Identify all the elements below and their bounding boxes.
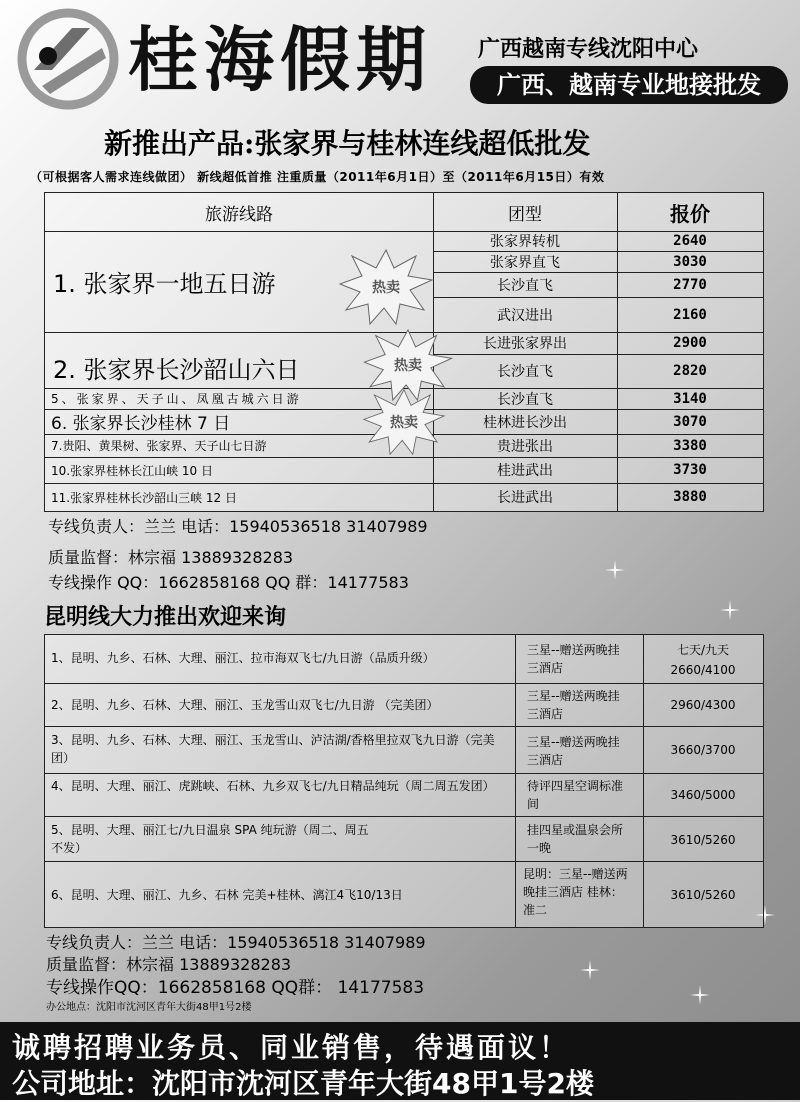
price: 2770	[673, 276, 707, 293]
group-type: 长沙直飞	[497, 277, 553, 294]
price: 2960/4300	[670, 698, 736, 712]
hotel-standard: 三星--赠送两晚挂三酒店	[527, 689, 620, 721]
kunming-route: 2、昆明、九乡、石林、大理、丽江、玉龙雪山双飞七/九日游 （完美团）	[51, 698, 439, 712]
kunming-route: 6、昆明、大理、丽江、九乡、石林 完美+桂林、漓江4飞10/13日	[51, 888, 403, 902]
group-type: 张家界直飞	[490, 254, 560, 271]
hotel-standard: 待评四星空调标准间	[527, 779, 624, 811]
sparkle-icon	[720, 600, 740, 620]
sparkle-icon	[605, 560, 625, 580]
group-type: 长沙直飞	[497, 391, 553, 408]
contact-qq: 专线操作QQ：1662858168 QQ群： 14177583	[46, 978, 425, 998]
headline: 新推出产品:张家界与桂林连线超低批发	[104, 127, 591, 160]
company-logo	[14, 8, 122, 110]
company-address: 公司地址：沈阳市沈河区青年大街48甲1号2楼	[12, 1067, 594, 1100]
contact-manager: 专线负责人：兰兰 电话：15940536518 31407989	[48, 517, 428, 536]
price: 2660/4100	[670, 663, 736, 677]
price: 3070	[673, 413, 707, 430]
office-address: 办公地点：沈阳市沈河区青年大街48甲1号2楼	[46, 1002, 252, 1013]
route-name: 6. 张家界长沙桂林 7 日	[51, 414, 231, 434]
hot-sale-label: 热卖	[390, 415, 418, 431]
price: 2640	[673, 233, 707, 249]
route-name: 7.贵阳、黄果树、张家界、天子山七日游	[51, 439, 267, 453]
hot-sale-badge	[338, 248, 434, 326]
price: 3380	[673, 437, 707, 454]
price: 3030	[673, 253, 707, 270]
kunming-section-title: 昆明线大力推出欢迎来询	[44, 604, 287, 630]
price: 2900	[673, 335, 707, 351]
brand-title: 桂海假期	[128, 19, 432, 101]
column-header-price: 报价	[670, 201, 710, 226]
price: 3610/5260	[670, 888, 736, 902]
group-type: 贵进张出	[497, 438, 553, 455]
kunming-route: 1、昆明、九乡、石林、大理、丽江、拉市海双飞七/九日游（品质升级）	[51, 651, 435, 665]
price: 3460/5000	[670, 788, 736, 802]
group-type: 长进武出	[497, 490, 553, 506]
hotel-standard: 三星--赠送两晚挂三酒店	[527, 735, 620, 767]
route-name: 11.张家界桂林长沙韶山三峡 12 日	[51, 490, 237, 505]
price: 3140	[673, 390, 707, 407]
contact-quality: 质量监督：林宗福 13889328283	[46, 955, 292, 974]
kunming-price-table	[44, 634, 764, 928]
header-banner: 广西、越南专业地接批发	[470, 66, 788, 104]
hot-sale-badge	[362, 388, 446, 456]
sparkle-icon	[580, 960, 600, 980]
price: 2820	[673, 363, 707, 379]
route-name: 1. 张家界一地五日游	[53, 270, 276, 298]
hot-sale-label: 热卖	[372, 280, 400, 296]
hotel-standard: 昆明：三星--赠送两晚挂三酒店 桂林：准二	[523, 867, 628, 917]
price: 3730	[673, 462, 707, 478]
route-name: 2. 张家界长沙韶山六日	[53, 356, 300, 384]
group-type: 桂林进长沙出	[483, 414, 567, 431]
price: 3880	[673, 489, 707, 505]
contact-qq: 专线操作 QQ：1662858168 QQ 群：14177583	[48, 573, 409, 592]
header-subtitle: 广西越南专线沈阳中心	[478, 37, 699, 62]
route-name: 10.张家界桂林长江山峡 10 日	[51, 463, 213, 478]
kunming-route: 3、昆明、九乡、石林、大理、丽江、玉龙雪山、泸沽湖/香格里拉双飞九日游（完美团）	[51, 733, 495, 765]
sparkle-icon	[690, 985, 710, 1005]
group-type: 长沙直飞	[497, 364, 553, 380]
column-header-route: 旅游线路	[205, 204, 273, 225]
contact-quality: 质量监督：林宗福 13889328283	[48, 548, 294, 567]
route-name: 5、张家界、天子山、凤凰古城六日游	[51, 392, 302, 406]
hotel-standard: 三星--赠送两晚挂三酒店	[527, 643, 620, 675]
price: 2160	[673, 306, 707, 323]
contact-manager: 专线负责人：兰兰 电话：15940536518 31407989	[46, 933, 426, 952]
group-type: 桂进武出	[497, 463, 553, 479]
price: 3660/3700	[670, 743, 736, 757]
group-type: 张家界转机	[490, 234, 560, 250]
hot-sale-label: 热卖	[394, 358, 422, 374]
kunming-route: 5、昆明、大理、丽江七/九日温泉 SPA 纯玩游（周二、周五不发）	[51, 823, 369, 855]
hotel-standard: 挂四星或温泉会所一晚	[527, 823, 624, 855]
recruitment-text: 诚聘招聘业务员、同业销售，待遇面议！	[12, 1031, 571, 1064]
kunming-route: 4、昆明、大理、丽江、虎跳峡、石林、九乡双飞七/九日精品纯玩（周二周五发团）	[51, 779, 495, 793]
group-type: 长进张家界出	[483, 336, 567, 352]
column-header-group: 团型	[508, 204, 542, 225]
footer-banner	[0, 1022, 800, 1100]
group-type: 武汉进出	[497, 307, 553, 324]
price: 3610/5260	[670, 833, 736, 847]
price-header: 七天/九天	[676, 643, 730, 657]
validity-note: （可根据客人需求连线做团） 新线超低首推 注重质量（2011年6月1日）至（2011年6月15日）有效	[30, 170, 605, 184]
